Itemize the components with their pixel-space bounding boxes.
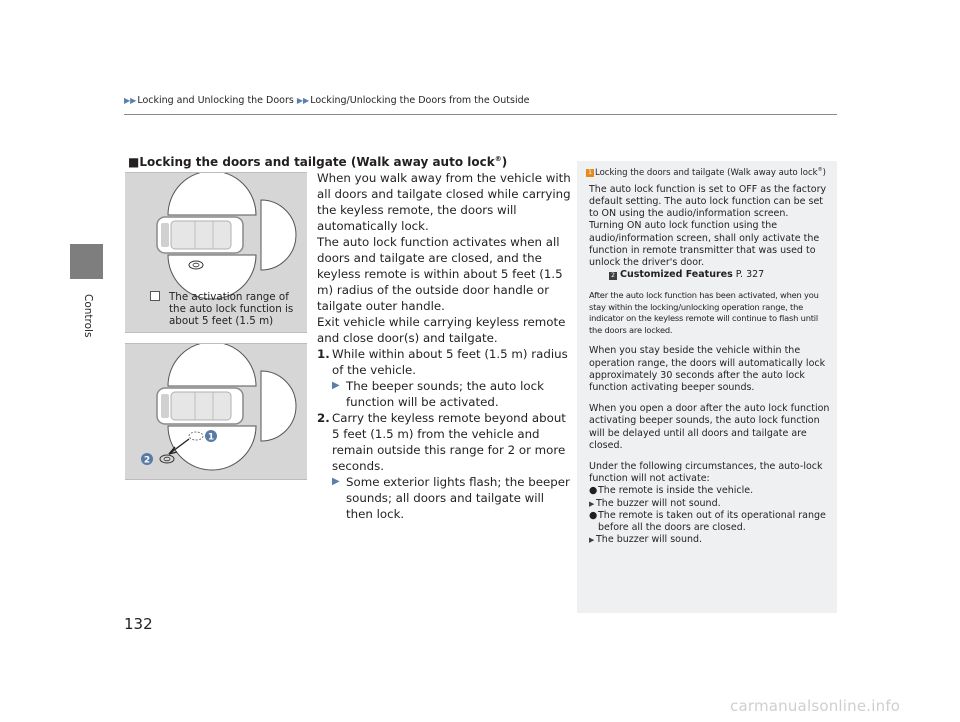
step-result — [317, 474, 573, 522]
step-result — [317, 378, 573, 410]
step-number: 2. — [317, 411, 330, 425]
callout-1-label: 1 — [207, 432, 215, 443]
chapter-tab — [70, 244, 103, 279]
bullet-icon: ● — [589, 485, 598, 497]
note-marker-icon: 1 — [586, 169, 594, 177]
breadcrumb — [124, 95, 529, 106]
breadcrumb-item[interactable]: Locking and Unlocking the Doors — [137, 95, 294, 106]
activation-range-figure — [125, 172, 307, 333]
sidebar-paragraph: After the auto lock function has been activated, when you stay within the locking/unlocking operation range, the indicator on the keyless remote will continue to flash until the doors are locked. — [589, 290, 819, 335]
sidebar-paragraph: When you open a door after the auto lock function activating beeper sounds, the auto lock function will be delayed until all doors and tailgate are closed. — [589, 403, 830, 451]
breadcrumb-item[interactable]: Locking/Unlocking the Doors from the Outside — [310, 95, 530, 106]
step-text: Carry the keyless remote beyond about 5 feet (1.5 m) from the vehicle and remain outside this range for 2 or more seconds. — [332, 411, 566, 473]
step-number: 1. — [317, 347, 330, 361]
sidebar-paragraph: When you stay beside the vehicle within the operation range, the doors will automatically lock approximately 30 seconds after the auto lock function activating beeper sounds. — [589, 345, 826, 394]
sidebar-title — [586, 167, 830, 178]
sidebar-note — [577, 161, 837, 613]
body-paragraph: Exit vehicle while carrying keyless remote and close door(s) and tailgate. — [317, 315, 566, 345]
section-bullet-icon: ■ — [128, 155, 140, 169]
section-heading-close: ) — [501, 155, 508, 169]
registered-mark: ® — [494, 155, 502, 163]
sidebar-body — [586, 184, 830, 547]
result-text: The buzzer will sound. — [596, 534, 703, 546]
body-paragraph: The auto lock function activates when all doors and tailgate are closed, and the keyless remote is within about 5 feet (1.5 m) radius of the outside door handle or tailgate outer handle. — [317, 235, 563, 313]
body-paragraph: When you walk away from the vehicle with all doors and tailgate closed while carrying the keyless remote, the doors will automatically lock. — [317, 171, 571, 233]
bullet-text: The remote is taken out of its operational range before all the doors are closed. — [598, 509, 826, 534]
bullet-item — [589, 510, 830, 534]
walk-away-diagram — [125, 344, 307, 481]
sidebar-paragraph: Under the following circumstances, the auto-lock function will not activate: — [589, 461, 823, 485]
result-arrow-icon: ▶ — [332, 476, 340, 487]
result-text: Some exterior lights flash; the beeper sounds; all doors and tailgate will then lock. — [346, 475, 570, 521]
page-number: 132 — [124, 615, 153, 633]
sidebar-paragraph: Turning ON auto lock function using the audio/information screen, shall only activate the function in remote transmitter that was used to unlock the driver's door. — [589, 220, 820, 269]
sidebar-title-close: ) — [822, 167, 826, 178]
result-text: The buzzer will not sound. — [596, 497, 721, 509]
double-arrow-icon: ▶▶ — [124, 96, 137, 105]
registered-mark: ® — [817, 167, 823, 173]
sidebar-title-text: Locking the doors and tailgate (Walk away auto lock — [595, 167, 818, 178]
bullet-icon: ● — [589, 509, 598, 521]
figure-legend: The activation range of the auto lock function is about 5 feet (1.5 m) — [169, 291, 294, 327]
section-body — [317, 170, 573, 522]
bullet-text: The remote is inside the vehicle. — [598, 485, 754, 497]
step-text: While within about 5 feet (1.5 m) radius of the vehicle. — [332, 347, 568, 377]
walk-away-figure — [125, 343, 307, 480]
section-heading-text: Locking the doors and tailgate (Walk away auto lock — [139, 155, 495, 169]
bullet-item — [589, 485, 830, 497]
result-item — [589, 498, 830, 510]
result-arrow-icon: ▶ — [589, 536, 595, 545]
keyless-remote-icon — [160, 455, 174, 463]
xref-label[interactable]: Customized Features — [620, 269, 733, 281]
procedure-step — [317, 346, 573, 378]
header-rule — [124, 114, 837, 115]
result-arrow-icon: ▶ — [332, 380, 340, 391]
result-text: The beeper sounds; the auto lock function will be activated. — [346, 379, 544, 409]
watermark: carmanualsonline.info — [730, 697, 901, 715]
callout-2-label: 2 — [143, 455, 151, 466]
result-item — [589, 534, 830, 546]
section-heading — [128, 155, 507, 169]
chapter-label: Controls — [82, 294, 94, 338]
xref-marker-icon: 2 — [609, 272, 617, 280]
cross-reference[interactable] — [589, 269, 830, 281]
result-arrow-icon: ▶ — [589, 499, 595, 508]
procedure-step — [317, 410, 573, 474]
range-legend-swatch — [150, 291, 160, 301]
xref-page[interactable]: P. 327 — [735, 269, 765, 281]
sidebar-paragraph: The auto lock function is set to OFF as the factory default setting. The auto lock function can be set to ON using the audio/information screen. — [589, 183, 827, 220]
double-arrow-icon: ▶▶ — [296, 96, 310, 105]
